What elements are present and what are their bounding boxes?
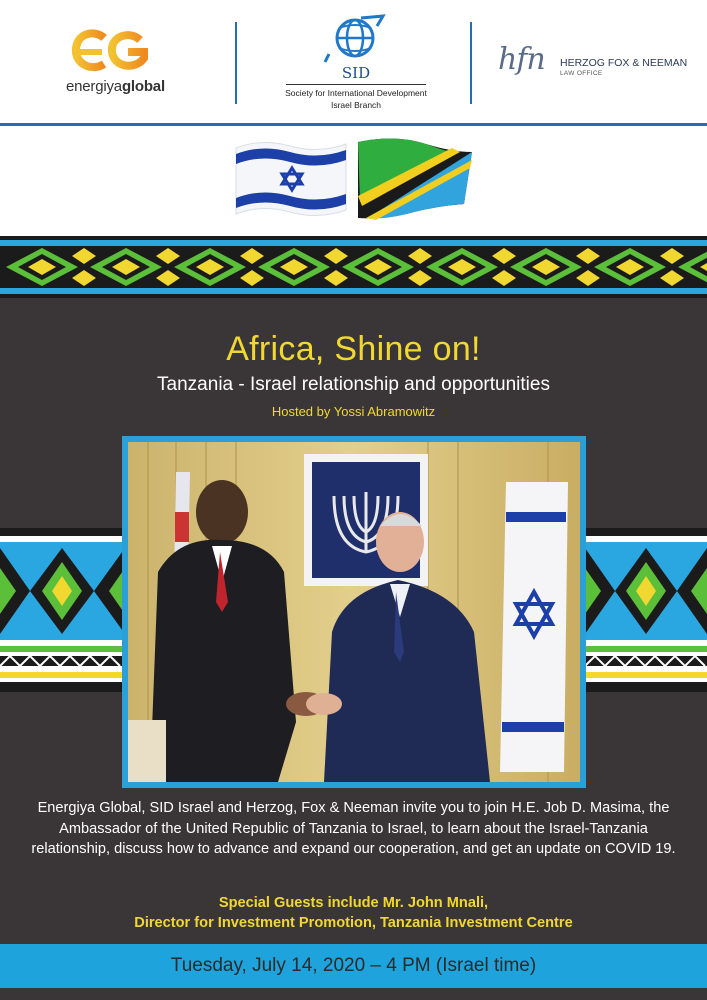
eg-monogram-icon [66, 28, 162, 74]
event-subtitle: Tanzania - Israel relationship and opportunities [157, 374, 550, 395]
sid-fullname: Society for International Development [285, 88, 427, 98]
header-divider [470, 22, 472, 104]
special-guests-line1: Special Guests include Mr. John Mnali, [218, 895, 489, 911]
african-pattern-right [585, 528, 707, 692]
hfn-law-office: LAW OFFICE [560, 70, 603, 77]
hfn-firm-name: HERZOG FOX & NEEMAN [560, 57, 688, 69]
logo-header [0, 0, 707, 123]
flags-band [0, 126, 707, 236]
handshake-scene [128, 442, 580, 782]
event-title: Africa, Shine on! [226, 330, 481, 368]
wordmark-prefix: energiya [66, 78, 122, 95]
tanzania-flag-icon [356, 134, 474, 222]
header-divider [235, 22, 237, 104]
bottom-strip [0, 988, 707, 1000]
israel-flag-icon [232, 136, 350, 222]
hfn-monogram-icon: hfn [498, 42, 545, 77]
sid-rule [286, 84, 426, 85]
special-guests [0, 893, 707, 933]
event-host: Hosted by Yossi Abramowitz [271, 404, 436, 419]
ambassador-handshake-photo [128, 442, 580, 782]
sid-branch: Israel Branch [330, 100, 382, 110]
event-date-bar [0, 944, 707, 988]
wordmark-suffix: global [121, 78, 165, 95]
globe-arrows-icon [321, 14, 391, 64]
energiya-global-logo [66, 28, 176, 98]
hfn-logo [498, 42, 698, 92]
african-pattern-band [0, 236, 707, 298]
sid-logo [276, 14, 436, 114]
special-guests-line2: Director for Investment Promotion, Tanzania Investment Centre [134, 915, 573, 931]
event-date: Tuesday, July 14, 2020 – 4 PM (Israel time) [170, 955, 537, 976]
sid-name: SID [341, 64, 371, 82]
energiya-global-wordmark [66, 78, 165, 95]
african-pattern-left [0, 528, 125, 692]
event-description: Energiya Global, SID Israel and Herzog, Fox & Neeman invite you to join H.E. Job D. Masima, the Ambassador of the United Republic of Tanzania to Israel, to learn about the Israel-Tanzania relationship, discuss how to advance and expand our cooperation, and get an update on COVID 19. [31, 800, 676, 857]
